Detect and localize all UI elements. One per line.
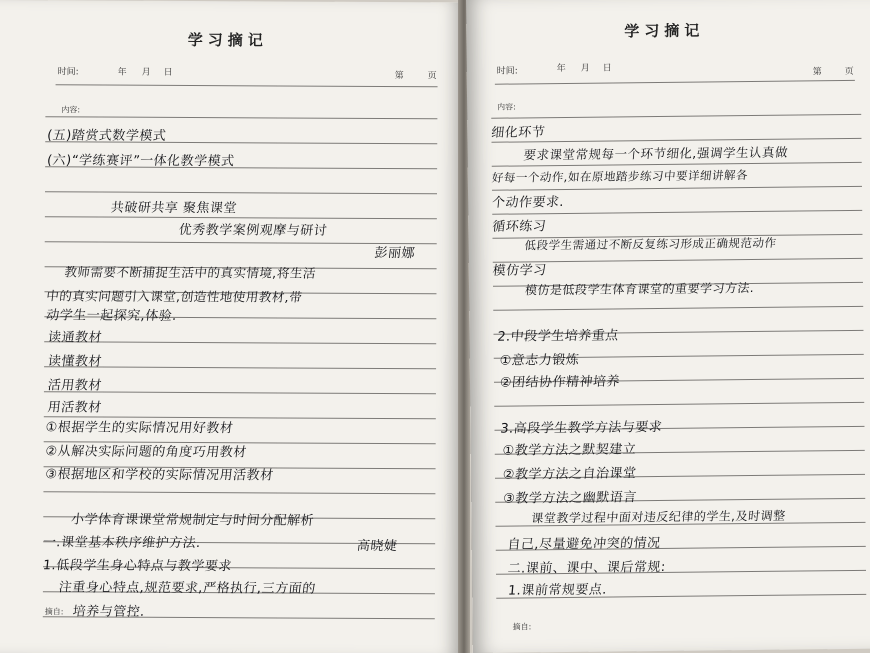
left-page-unit: 页 xyxy=(427,71,437,82)
handwritten-line: (六)“学练赛评”一体化教学模式 xyxy=(46,153,236,170)
handwritten-line: 自己,尽量避免冲突的情况 xyxy=(506,535,662,553)
handwritten-line: 好每一个动作,如在原地踏步练习中要详细讲解各 xyxy=(491,168,749,185)
handwritten-line: (五)踏赏式数学模式 xyxy=(46,128,168,144)
handwritten-line: 读通教材 xyxy=(47,330,103,346)
handwritten-line: ③教学方法之幽默语言 xyxy=(502,490,638,507)
ruled-line xyxy=(492,210,862,215)
left-header-line xyxy=(56,84,438,87)
right-header-line xyxy=(495,80,855,85)
handwritten-line: ②从解决实际问题的角度巧用教材 xyxy=(44,444,248,461)
handwritten-heading: 小学体育课课堂常规制定与时间分配解析 xyxy=(70,512,315,529)
handwritten-line: 用活教材 xyxy=(46,400,103,416)
handwritten-line: 3.高段学生教学方法与要求 xyxy=(499,419,663,437)
handwritten-line: 细化环节 xyxy=(490,125,546,141)
right-page-title: 学习摘记 xyxy=(624,21,705,41)
right-month-label: 月 xyxy=(580,63,590,74)
right-content-label: 内容: xyxy=(497,102,516,112)
handwritten-line: 中的真实问题引入课堂,创造性地使用教材,带 xyxy=(45,288,304,305)
handwritten-line: 一.课堂基本秩序维护方法. xyxy=(42,535,202,552)
handwritten-line: 教师需要不断捕捉生活中的真实情境,将生活 xyxy=(63,264,317,281)
right-year-label: 年 xyxy=(556,63,566,75)
ruled-line xyxy=(43,491,435,494)
ruled-line xyxy=(44,391,436,394)
handwritten-line: 低段学生需通过不断反复练习形成正确规范动作 xyxy=(523,235,778,253)
handwritten-line: 读懂教材 xyxy=(47,354,103,370)
handwritten-line: 培养与管控. xyxy=(71,604,146,620)
handwritten-line: 模仿是低段学生体育课堂的重要学习方法. xyxy=(524,280,755,298)
handwritten-line: ②团结协作精神培养 xyxy=(499,374,621,391)
left-page-no-label: 第 xyxy=(394,71,404,82)
handwritten-line: 要求课堂常规每一个环节细化,强调学生认真做 xyxy=(522,144,789,163)
ruled-line xyxy=(492,186,862,191)
right-date-label: 时间: xyxy=(496,66,518,77)
handwritten-line: 2.中段学生培养重点 xyxy=(496,328,620,345)
handwritten-author: 高晓婕 xyxy=(356,538,399,555)
handwritten-line: 课堂教学过程中面对违反纪律的学生,及时调整 xyxy=(530,508,787,526)
handwritten-line: 1.课前常规要点. xyxy=(507,582,608,599)
handwritten-line: ②教学方法之自治课堂 xyxy=(502,466,638,483)
left-day-label: 日 xyxy=(163,67,173,78)
ruled-line xyxy=(491,138,861,143)
handwritten-line: ①教学方法之默契建立 xyxy=(501,442,637,459)
handwritten-line: 循环练习 xyxy=(491,219,547,235)
left-content-label: 内容: xyxy=(61,105,81,115)
handwritten-line: 1.低段学生身心特点与教学要求 xyxy=(42,558,233,575)
handwritten-heading: 共破研共享 聚焦课堂 xyxy=(109,200,238,217)
ruled-line xyxy=(45,116,437,119)
ruled-line xyxy=(491,114,861,119)
right-page-no-label: 第 xyxy=(812,67,822,78)
ruled-line xyxy=(44,366,436,369)
ruled-line xyxy=(45,191,437,194)
right-day-label: 日 xyxy=(602,63,612,74)
handwritten-line: 二.课前、课中、课后常规: xyxy=(507,559,667,577)
handwritten-line: ③根据地区和学校的实际情况用活教材 xyxy=(44,467,275,484)
handwritten-line: 动学生一起探究,体验. xyxy=(45,308,178,324)
left-date-label: 时间: xyxy=(57,67,79,78)
handwritten-line: 活用教材 xyxy=(46,378,103,394)
ruled-line xyxy=(44,341,436,344)
left-page-title: 学习摘记 xyxy=(187,30,268,50)
right-footer-label: 摘自: xyxy=(512,622,532,632)
handwritten-line: 个动作要求. xyxy=(491,194,565,211)
handwritten-line: 模仿学习 xyxy=(491,263,548,279)
handwritten-subheading: 优秀教学案例观摩与研讨 xyxy=(177,222,328,239)
ruled-line xyxy=(493,258,863,263)
right-page-unit: 页 xyxy=(844,66,854,78)
left-year-label: 年 xyxy=(117,67,127,78)
handwritten-line: 注重身心特点,规范要求,严格执行,三方面的 xyxy=(57,580,317,597)
left-month-label: 月 xyxy=(141,67,151,78)
left-footer-label: 摘自: xyxy=(44,607,64,617)
handwritten-line: ①意志力锻炼 xyxy=(498,352,580,369)
ruled-line xyxy=(493,306,863,311)
right-page xyxy=(466,0,870,653)
handwritten-author: 彭丽娜 xyxy=(373,245,416,262)
handwritten-line: ①根据学生的实际情况用好教材 xyxy=(44,420,235,437)
ruled-line xyxy=(494,402,864,407)
